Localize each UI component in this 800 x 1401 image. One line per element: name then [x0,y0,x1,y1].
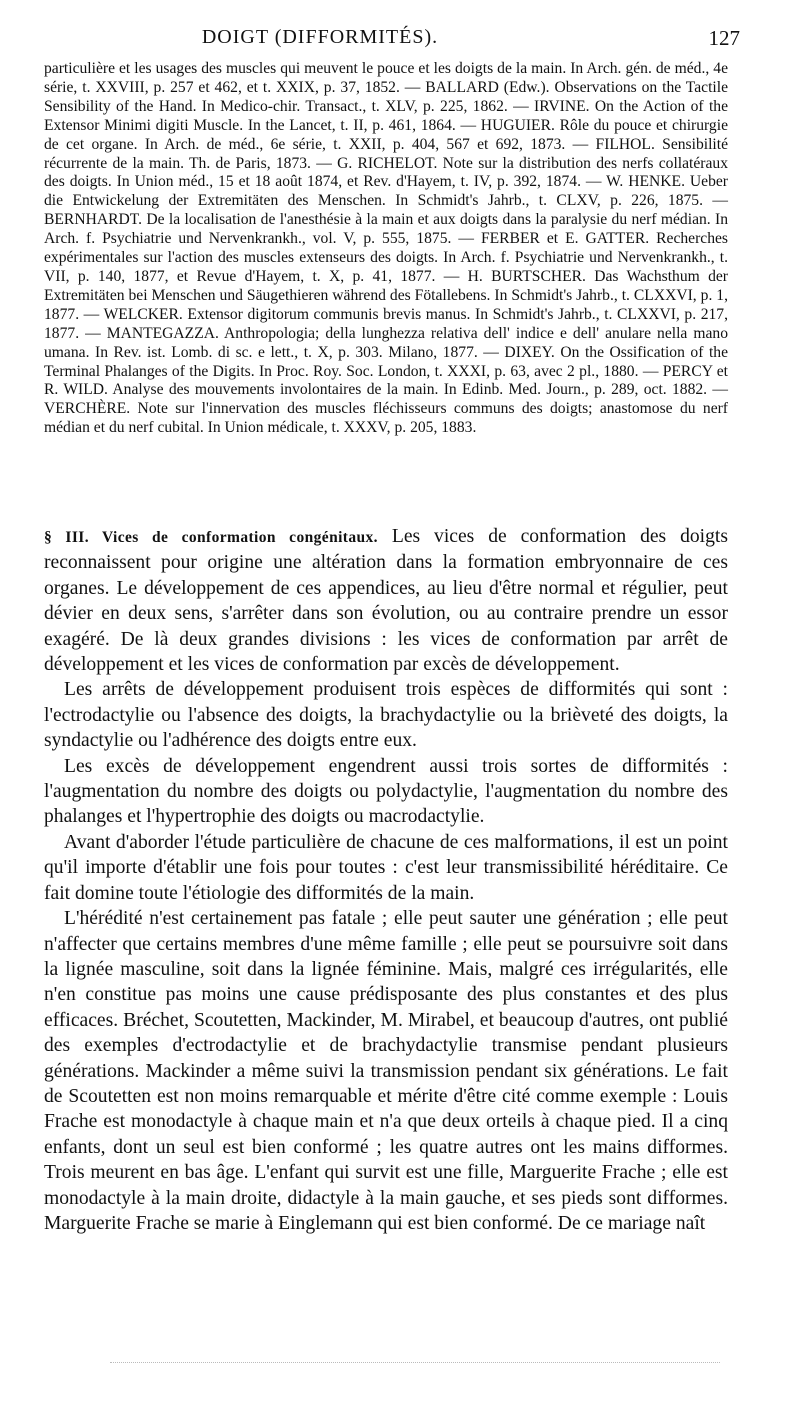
bibliography-text: particulière et les usages des muscles qui meuvent le pouce et les doigts de la main. In Arch. gén. de méd., 4e série, t. XXVIII, p. 257 et 462, et t. XXIX, p. 37, 1852. — BALLARD (Edw.). Observations on the Tactile Sensibility of the Hand. In Medico-chir. Transact., t. XLV, p. 225, 1862. — IRVINE. On the Action of the Extensor Minimi digiti Muscle. In the Lancet, t. II, p. 461, 1864. — HUGUIER. Rôle du pouce et chirurgie de cet organe. In Arch. de méd., 6e série, t. XXII, p. 404, 567 et 692, 1873. — FILHOL. Sensibilité récurrente de la main. Th. de Paris, 1873. — G. RICHELOT. Note sur la distribution des nerfs collatéraux des doigts. In Union méd., 15 et 18 août 1874, et Rev. d'Hayem, t. IV, p. 392, 1874. — W. HENKE. Ueber die Entwickelung der Extremitäten des Menschen. In Schmidt's Jahrb., t. CLXV, p. 226, 1875. — BERNHARDT. De la localisation de l'anesthésie à la main et aux doigts dans la paralysie du nerf médian. In Arch. f. Psychiatrie und Nervenkrankh., vol. V, p. 555, 1875. — FERBER et E. GATTER. Recherches expérimentales sur l'action des muscles extenseurs des doigts. In Arch. f. Psychiatrie und Nervenkrankh., t. VII, p. 140, 1877, et Revue d'Hayem, t. X, p. 41, 1877. — H. BURTSCHER. Das Wachsthum der Extremitäten bei Menschen und Säugethieren während des Fötallebens. In Schmidt's Jahrb., t. CLXXVI, p. 1, 1877. — WELCKER. Extensor digitorum communis brevis manus. In Schmidt's Jahrb., t. CLXXVI, p. 217, 1877. — MANTEGAZZA. Anthropologia; della lunghezza relativa dell' indice e dell' anulare nella mano umana. In Rev. ist. Lomb. di sc. e lett., t. X, p. 303. Milano, 1877. — DIXEY. On the Ossification of the Terminal Phalanges of the Digits. In Proc. Roy. Soc. London, t. XXXI, p. 63, avec 2 pl., 1880. — PERCY et R. WILD. Analyse des mouvements involontaires de la main. In Edinb. Med. Journ., p. 289, oct. 1882. — VERCHÈRE. Note sur l'innervation des muscles fléchisseurs communs des doigts; anastomose du nerf médian et du nerf cubital. In Union médicale, t. XXXV, p. 205, 1883. [44,60,728,437]
running-head: DOIGT (DIFFORMITÉS). [201,26,439,48]
page-number: 127 [708,26,740,50]
paragraph-intro [44,524,728,677]
section-iii [44,524,728,1236]
page-header [40,26,740,56]
paragraph-arrets: Les arrêts de développement produisent trois espèces de difformités qui sont : l'ectrodactylie ou l'absence des doigts, la brachydactylie ou la brièveté des doigts, la syndactylie ou l'adhérence des doigts entre eux. [44,679,728,752]
bibliography-block [44,60,728,438]
paragraph-heredite: L'hérédité n'est certainement pas fatale ; elle peut sauter une génération ; elle peut n'affecter que certains membres d'une même famille ; elle peut se poursuivre soit dans la lignée masculine, soit dans la lignée féminine. Mais, malgré ces irrégularités, elle n'en constitue pas moins une cause prédisposante des plus constantes et des plus efficaces. Bréchet, Scoutetten, Mackinder, M. Mirabel, et beaucoup d'autres, ont publié des exemples d'ectrodactylie et de brachydactylie transmise pendant plusieurs générations. Mackinder a même suivi la transmission pendant six générations. Le fait de Scoutetten est non moins remarquable et mérite d'être cité comme exemple : Louis Frache est monodactyle à chaque main et n'a que deux orteils à chaque pied. Il a cinq enfants, dont un seul est bien conformé ; les quatre autres ont les mains difformes. Trois meurent en bas âge. L'enfant qui survit est une fille, Marguerite Frache ; elle est monodactyle à la main droite, didactyle à la main gauche, et ses pieds sont difformes. Marguerite Frache se marie à Einglemann qui est bien conformé. De ce mariage naît [44,908,728,1234]
paragraph-exces: Les excès de développement engendrent aussi trois sortes de difformités : l'augmentation du nombre des doigts ou polydactylie, l'augmentation du nombre des phalanges et l'hypertrophie des doigts ou macrodactylie. [44,755,728,828]
paragraph-intro-text: Les vices de conformation des doigts reconnaissent pour origine une altération dans la formation embryonnaire de ces organes. Le développement de ces appendices, au lieu d'être normal et régulier, peut dévier en deux sens, s'arrêter dans son évolution, ou au contraire prendre un essor exagéré. De là deux grandes divisions : les vices de conformation par arrêt de développement et les vices de conformation par excès de développement. [44,526,728,676]
section-heading: § III. Vices de conformation congénitaux. [44,529,378,546]
paragraph-transmissibilite: Avant d'aborder l'étude particulière de chacune de ces malformations, il est un point qu'il importe d'établir une fois pour toutes : c'est leur transmissibilité héréditaire. Ce fait domine toute l'étiologie des difformités de la main. [44,831,728,904]
footer-rule [110,1362,720,1363]
